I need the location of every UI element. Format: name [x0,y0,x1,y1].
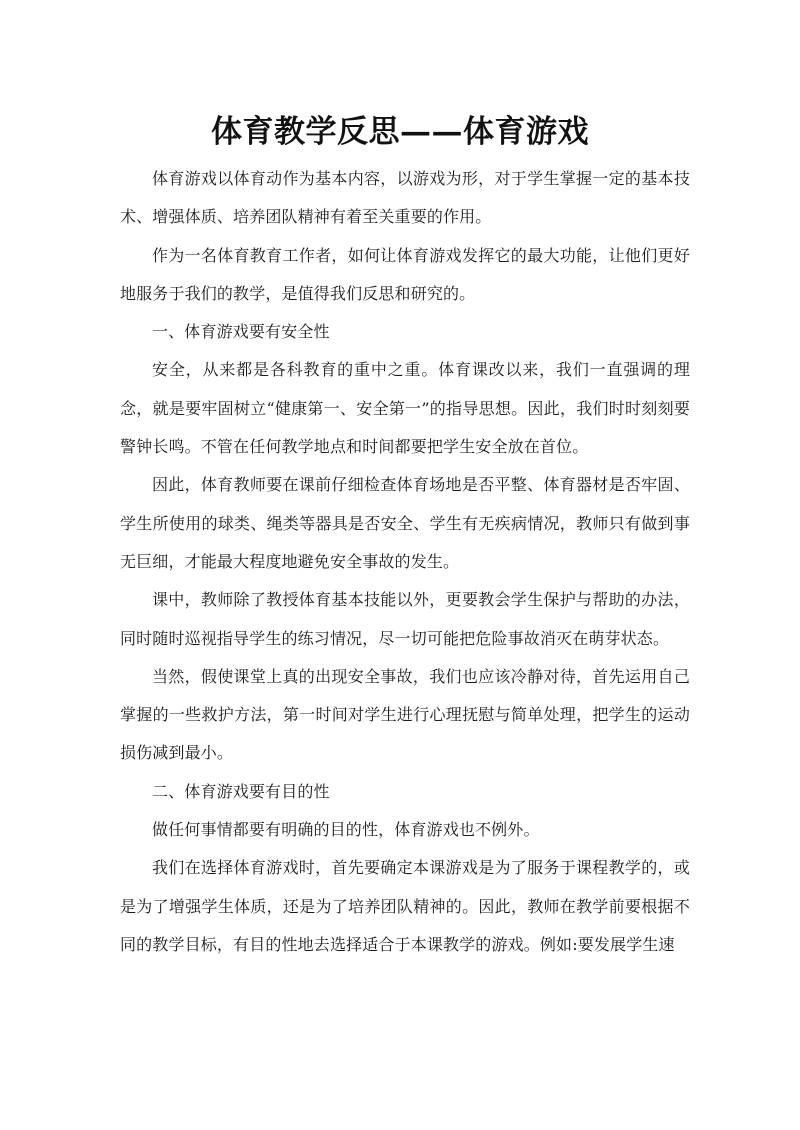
paragraph-pre-class-check: 因此，体育教师要在课前仔细检查体育场地是否平整、体育器材是否牢固、学生所使用的球类、绳类等器具是否安全、学生有无疾病情况，教师只有做到事无巨细，才能最大程度地避免安全事故的发生。 [120,475,690,571]
section-heading-safety: 一、体育游戏要有安全性 [152,322,330,342]
paragraph-in-class: 课中，教师除了教授体育基本技能以外，更要教会学生保护与帮助的办法，同时随时巡视指导学生的练习情况，尽一切可能把危险事故消灭在萌芽状态。 [120,590,690,648]
paragraph-accident-response: 当然，假使课堂上真的出现安全事故，我们也应该冷静对待，首先运用自己掌握的一些救护方法，第一时间对学生进行心理抚慰与简单处理，把学生的运动损伤减到最小。 [120,666,690,763]
document-title: 体育教学反思——体育游戏 [211,114,589,150]
section-heading-purpose: 二、体育游戏要有目的性 [152,781,330,801]
document-body [120,160,690,964]
paragraph-purpose-intro: 做任何事情都要有明确的目的性，体育游戏也不例外。 [152,820,540,840]
paragraph-safety-principle: 安全，从来都是各科教育的重中之重。体育课改以来，我们一直强调的理念，就是要牢固树立“健康第一、安全第一”的指导思想。因此，我们时时刻刻要警钟长鸣。不管在任何教学地点和时间都要把学生安全放在首位。 [120,360,690,457]
paragraph-game-selection: 我们在选择体育游戏时，首先要确定本课游戏是为了服务于课程教学的，或是为了增强学生体质，还是为了培养团队精神的。因此，教师在教学前要根据不同的教学目标，有目的性地去选择适合于本课教学的游戏。例如:要发展学生速 [120,858,690,954]
paragraph-reflection: 作为一名体育教育工作者，如何让体育游戏发挥它的最大功能，让他们更好地服务于我们的教学，是值得我们反思和研究的。 [120,245,690,303]
paragraph-intro: 体育游戏以体育动作为基本内容，以游戏为形，对于学生掌握一定的基本技术、增强体质、培养团队精神有着至关重要的作用。 [120,169,690,227]
